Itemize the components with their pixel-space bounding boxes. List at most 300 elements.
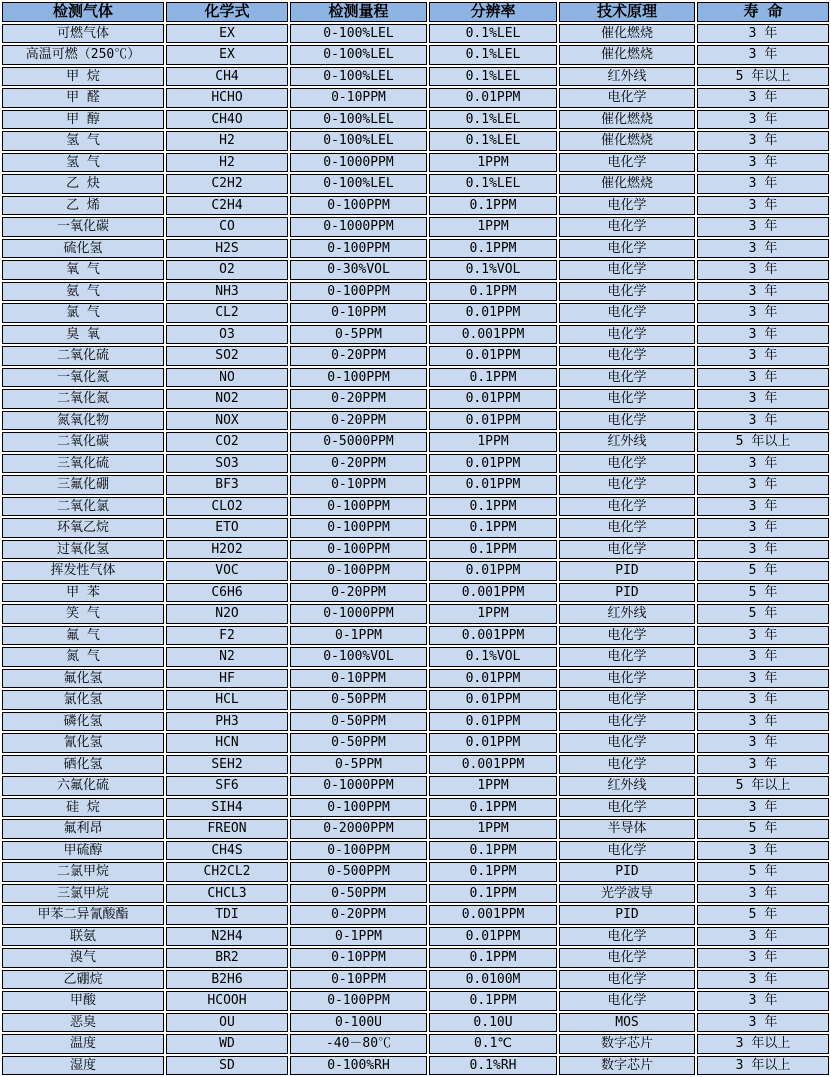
table-cell: 催化燃烧	[559, 110, 695, 130]
table-cell: 0.1PPM	[429, 798, 557, 818]
table-cell: 0-1000PPM	[290, 217, 427, 237]
table-cell: 电化学	[559, 733, 695, 753]
table-row	[2, 884, 829, 904]
table-row	[2, 153, 829, 173]
table-row	[2, 755, 829, 775]
table-cell: 乙 炔	[2, 174, 164, 194]
table-cell: 0.001PPM	[429, 905, 557, 925]
table-cell: 0.1PPM	[429, 518, 557, 538]
table-row	[2, 368, 829, 388]
table-cell: 0.1%LEL	[429, 131, 557, 151]
table-row	[2, 303, 829, 323]
table-cell: 0-500PPM	[290, 862, 427, 882]
table-cell: 0-50PPM	[290, 733, 427, 753]
table-cell: 0.01PPM	[429, 411, 557, 431]
table-row	[2, 776, 829, 796]
table-row	[2, 260, 829, 280]
table-row	[2, 540, 829, 560]
table-cell: 0-10PPM	[290, 475, 427, 495]
table-cell: 0-100U	[290, 1013, 427, 1033]
table-cell: 氢 气	[2, 131, 164, 151]
table-cell: NH3	[166, 282, 288, 302]
table-cell: CH2CL2	[166, 862, 288, 882]
table-cell: 0.1PPM	[429, 368, 557, 388]
table-row	[2, 712, 829, 732]
table-cell: 0-20PPM	[290, 411, 427, 431]
table-cell: 5 年以上	[697, 776, 829, 796]
table-cell: 催化燃烧	[559, 24, 695, 44]
table-row	[2, 88, 829, 108]
table-cell: 0.01PPM	[429, 454, 557, 474]
table-cell: SO2	[166, 346, 288, 366]
column-header-2: 化学式	[166, 2, 288, 22]
table-cell: 红外线	[559, 604, 695, 624]
table-cell: 3 年	[697, 518, 829, 538]
table-cell: 电化学	[559, 669, 695, 689]
table-cell: 1PPM	[429, 604, 557, 624]
table-cell: 0-50PPM	[290, 690, 427, 710]
table-cell: 电化学	[559, 755, 695, 775]
table-cell: 0.001PPM	[429, 325, 557, 345]
table-cell: 0.1%LEL	[429, 67, 557, 87]
table-cell: CH4S	[166, 841, 288, 861]
table-cell: 3 年	[697, 88, 829, 108]
table-cell: NO	[166, 368, 288, 388]
table-cell: 0.1%LEL	[429, 45, 557, 65]
table-row	[2, 518, 829, 538]
table-row	[2, 905, 829, 925]
table-cell: 0-100%LEL	[290, 67, 427, 87]
table-cell: 0-20PPM	[290, 454, 427, 474]
table-cell: 0-100PPM	[290, 991, 427, 1011]
table-cell: 3 年	[697, 303, 829, 323]
table-row	[2, 669, 829, 689]
table-row	[2, 239, 829, 259]
table-cell: 5 年	[697, 583, 829, 603]
table-cell: 0-100%LEL	[290, 24, 427, 44]
table-cell: 3 年	[697, 260, 829, 280]
table-cell: 1PPM	[429, 432, 557, 452]
table-row	[2, 196, 829, 216]
table-cell: CLO2	[166, 497, 288, 517]
table-cell: 0-100PPM	[290, 497, 427, 517]
table-cell: 半导体	[559, 819, 695, 839]
table-cell: CH4O	[166, 110, 288, 130]
column-header-5: 技术原理	[559, 2, 695, 22]
table-row	[2, 927, 829, 947]
table-cell: 5 年以上	[697, 67, 829, 87]
table-cell: 0.1PPM	[429, 862, 557, 882]
table-cell: 0.1%VOL	[429, 647, 557, 667]
table-cell: 高温可燃（250℃）	[2, 45, 164, 65]
table-cell: 0.1PPM	[429, 948, 557, 968]
table-cell: 0.01PPM	[429, 475, 557, 495]
table-cell: 电化学	[559, 991, 695, 1011]
table-cell: 电化学	[559, 389, 695, 409]
table-cell: 0-1000PPM	[290, 153, 427, 173]
table-cell: 3 年	[697, 217, 829, 237]
table-cell: 氟 气	[2, 626, 164, 646]
table-cell: HCL	[166, 690, 288, 710]
table-row	[2, 948, 829, 968]
table-row	[2, 325, 829, 345]
table-cell: 电化学	[559, 798, 695, 818]
table-cell: MOS	[559, 1013, 695, 1033]
table-cell: -40－80℃	[290, 1034, 427, 1054]
table-cell: 3 年	[697, 755, 829, 775]
table-cell: 3 年	[697, 24, 829, 44]
table-cell: 氯 气	[2, 303, 164, 323]
table-cell: 0-100PPM	[290, 196, 427, 216]
table-cell: 0.01PPM	[429, 712, 557, 732]
table-cell: 数字芯片	[559, 1034, 695, 1054]
table-cell: CHCL3	[166, 884, 288, 904]
table-cell: H2	[166, 153, 288, 173]
table-cell: 光学波导	[559, 884, 695, 904]
table-cell: 1PPM	[429, 819, 557, 839]
table-cell: 0.1PPM	[429, 497, 557, 517]
table-cell: 0-50PPM	[290, 712, 427, 732]
table-cell: 0-100PPM	[290, 518, 427, 538]
table-cell: PID	[559, 561, 695, 581]
table-cell: 挥发性气体	[2, 561, 164, 581]
table-row	[2, 561, 829, 581]
table-cell: 二氧化氮	[2, 389, 164, 409]
table-cell: 过氧化氢	[2, 540, 164, 560]
table-cell: 电化学	[559, 303, 695, 323]
table-cell: C2H4	[166, 196, 288, 216]
table-cell: 0-10PPM	[290, 970, 427, 990]
table-cell: F2	[166, 626, 288, 646]
table-cell: 电化学	[559, 325, 695, 345]
table-cell: 氯化氢	[2, 690, 164, 710]
table-row	[2, 475, 829, 495]
table-cell: NOX	[166, 411, 288, 431]
table-cell: 氧 气	[2, 260, 164, 280]
table-row	[2, 970, 829, 990]
table-cell: 5 年以上	[697, 432, 829, 452]
table-row	[2, 411, 829, 431]
table-row	[2, 647, 829, 667]
table-cell: 0.001PPM	[429, 626, 557, 646]
table-cell: 0-1PPM	[290, 927, 427, 947]
table-cell: 0-10PPM	[290, 88, 427, 108]
table-cell: 电化学	[559, 282, 695, 302]
table-cell: 甲 醛	[2, 88, 164, 108]
table-cell: 0-5000PPM	[290, 432, 427, 452]
table-cell: 硅 烷	[2, 798, 164, 818]
table-row	[2, 1056, 829, 1076]
table-cell: 电化学	[559, 518, 695, 538]
table-cell: HCOOH	[166, 991, 288, 1011]
table-cell: 电化学	[559, 475, 695, 495]
table-cell: SF6	[166, 776, 288, 796]
table-cell: 0.1%LEL	[429, 24, 557, 44]
table-cell: 3 年	[697, 282, 829, 302]
table-cell: 0-100PPM	[290, 282, 427, 302]
table-cell: 电化学	[559, 454, 695, 474]
table-row	[2, 389, 829, 409]
table-cell: 0.0100M	[429, 970, 557, 990]
table-cell: 0-100%VOL	[290, 647, 427, 667]
table-row	[2, 67, 829, 87]
table-cell: 乙硼烷	[2, 970, 164, 990]
table-cell: 甲苯二异氰酸酯	[2, 905, 164, 925]
table-cell: 5 年	[697, 819, 829, 839]
table-cell: 甲硫醇	[2, 841, 164, 861]
table-cell: 0-20PPM	[290, 346, 427, 366]
table-cell: 0.1%VOL	[429, 260, 557, 280]
table-cell: N2O	[166, 604, 288, 624]
table-cell: 0-100PPM	[290, 368, 427, 388]
table-cell: 3 年	[697, 497, 829, 517]
table-cell: 一氧化氮	[2, 368, 164, 388]
table-cell: 一氧化碳	[2, 217, 164, 237]
table-row	[2, 45, 829, 65]
table-cell: 电化学	[559, 497, 695, 517]
table-cell: 氟利昂	[2, 819, 164, 839]
table-cell: 二氧化硫	[2, 346, 164, 366]
table-cell: 0.1℃	[429, 1034, 557, 1054]
table-cell: 0-10PPM	[290, 303, 427, 323]
table-cell: 甲酸	[2, 991, 164, 1011]
table-cell: NO2	[166, 389, 288, 409]
table-cell: 0.1%LEL	[429, 110, 557, 130]
table-cell: 氢 气	[2, 153, 164, 173]
table-cell: N2	[166, 647, 288, 667]
table-cell: 催化燃烧	[559, 45, 695, 65]
table-cell: 0.10U	[429, 1013, 557, 1033]
table-cell: B2H6	[166, 970, 288, 990]
table-cell: 电化学	[559, 260, 695, 280]
table-cell: 0.1PPM	[429, 841, 557, 861]
table-row	[2, 604, 829, 624]
table-cell: 0-20PPM	[290, 583, 427, 603]
table-cell: 电化学	[559, 712, 695, 732]
table-cell: 0-100%LEL	[290, 45, 427, 65]
table-cell: 3 年	[697, 346, 829, 366]
table-cell: 催化燃烧	[559, 131, 695, 151]
table-cell: 0.01PPM	[429, 690, 557, 710]
table-cell: 红外线	[559, 67, 695, 87]
table-cell: HCN	[166, 733, 288, 753]
table-cell: 5 年	[697, 905, 829, 925]
table-row	[2, 733, 829, 753]
table-cell: 电化学	[559, 970, 695, 990]
table-cell: PID	[559, 905, 695, 925]
table-cell: 氮氧化物	[2, 411, 164, 431]
table-cell: 电化学	[559, 239, 695, 259]
table-cell: SIH4	[166, 798, 288, 818]
table-cell: 0-100PPM	[290, 239, 427, 259]
table-cell: 0.01PPM	[429, 669, 557, 689]
table-cell: 数字芯片	[559, 1056, 695, 1076]
table-cell: HCHO	[166, 88, 288, 108]
table-cell: 3 年	[697, 454, 829, 474]
table-cell: 0-100PPM	[290, 798, 427, 818]
table-cell: 0.1PPM	[429, 282, 557, 302]
table-cell: 0.01PPM	[429, 927, 557, 947]
table-cell: 联氨	[2, 927, 164, 947]
table-cell: 3 年	[697, 884, 829, 904]
table-cell: 1PPM	[429, 776, 557, 796]
table-cell: PID	[559, 862, 695, 882]
table-cell: 3 年	[697, 389, 829, 409]
table-row	[2, 497, 829, 517]
table-cell: 0.1PPM	[429, 884, 557, 904]
column-header-1: 检测气体	[2, 2, 164, 22]
table-cell: 电化学	[559, 153, 695, 173]
table-cell: 硒化氢	[2, 755, 164, 775]
table-cell: 0-100PPM	[290, 540, 427, 560]
table-cell: VOC	[166, 561, 288, 581]
table-cell: 甲 醇	[2, 110, 164, 130]
table-cell: 3 年	[697, 733, 829, 753]
table-cell: 0-1PPM	[290, 626, 427, 646]
table-row	[2, 1013, 829, 1033]
table-cell: 温度	[2, 1034, 164, 1054]
table-cell: 0-1000PPM	[290, 604, 427, 624]
table-cell: 电化学	[559, 540, 695, 560]
table-row	[2, 346, 829, 366]
table-cell: O3	[166, 325, 288, 345]
table-cell: 1PPM	[429, 153, 557, 173]
table-cell: 0.01PPM	[429, 389, 557, 409]
table-cell: 电化学	[559, 346, 695, 366]
table-cell: 5 年	[697, 862, 829, 882]
table-row	[2, 1034, 829, 1054]
table-cell: 六氟化硫	[2, 776, 164, 796]
table-cell: 三氧化硫	[2, 454, 164, 474]
table-cell: 3 年	[697, 239, 829, 259]
table-cell: 电化学	[559, 690, 695, 710]
table-cell: 0.1PPM	[429, 196, 557, 216]
table-row	[2, 454, 829, 474]
table-cell: 甲 烷	[2, 67, 164, 87]
table-cell: 0-5PPM	[290, 325, 427, 345]
table-cell: 二氯甲烷	[2, 862, 164, 882]
table-cell: 氰化氢	[2, 733, 164, 753]
table-row	[2, 217, 829, 237]
table-cell: 笑 气	[2, 604, 164, 624]
table-cell: 0-100%RH	[290, 1056, 427, 1076]
table-cell: 湿度	[2, 1056, 164, 1076]
table-cell: H2S	[166, 239, 288, 259]
table-row	[2, 626, 829, 646]
table-row	[2, 690, 829, 710]
table-cell: 3 年以上	[697, 1056, 829, 1076]
table-cell: SO3	[166, 454, 288, 474]
table-cell: FREON	[166, 819, 288, 839]
table-cell: 电化学	[559, 196, 695, 216]
table-cell: 3 年以上	[697, 1034, 829, 1054]
table-cell: 5 年	[697, 604, 829, 624]
table-cell: 0-100PPM	[290, 561, 427, 581]
table-cell: 3 年	[697, 411, 829, 431]
table-cell: EX	[166, 24, 288, 44]
table-cell: 恶臭	[2, 1013, 164, 1033]
table-cell: 3 年	[697, 970, 829, 990]
table-cell: 3 年	[697, 927, 829, 947]
table-cell: ETO	[166, 518, 288, 538]
table-cell: 0-100%LEL	[290, 110, 427, 130]
table-row	[2, 432, 829, 452]
column-header-6: 寿 命	[697, 2, 829, 22]
table-cell: 0-30%VOL	[290, 260, 427, 280]
table-cell: CO2	[166, 432, 288, 452]
table-cell: 三氟化硼	[2, 475, 164, 495]
table-row	[2, 110, 829, 130]
table-cell: 3 年	[697, 110, 829, 130]
table-row	[2, 798, 829, 818]
table-cell: BR2	[166, 948, 288, 968]
table-cell: 0.01PPM	[429, 88, 557, 108]
table-cell: 硫化氢	[2, 239, 164, 259]
table-cell: 0-1000PPM	[290, 776, 427, 796]
table-cell: BF3	[166, 475, 288, 495]
table-cell: 二氧化氯	[2, 497, 164, 517]
table-cell: SD	[166, 1056, 288, 1076]
table-cell: 3 年	[697, 174, 829, 194]
table-cell: 3 年	[697, 1013, 829, 1033]
table-cell: 0.1PPM	[429, 239, 557, 259]
table-cell: 磷化氢	[2, 712, 164, 732]
header-row	[2, 2, 829, 22]
table-cell: C2H2	[166, 174, 288, 194]
table-cell: CO	[166, 217, 288, 237]
table-cell: 3 年	[697, 948, 829, 968]
table-row	[2, 131, 829, 151]
table-cell: 3 年	[697, 475, 829, 495]
table-cell: TDI	[166, 905, 288, 925]
table-cell: 3 年	[697, 841, 829, 861]
table-cell: 3 年	[697, 626, 829, 646]
table-row	[2, 282, 829, 302]
table-cell: H2O2	[166, 540, 288, 560]
table-cell: 电化学	[559, 948, 695, 968]
table-row	[2, 841, 829, 861]
table-cell: 0-10PPM	[290, 948, 427, 968]
table-cell: 3 年	[697, 368, 829, 388]
table-row	[2, 991, 829, 1011]
table-cell: 0.001PPM	[429, 755, 557, 775]
table-cell: 3 年	[697, 131, 829, 151]
table-cell: 电化学	[559, 927, 695, 947]
table-row	[2, 862, 829, 882]
table-cell: 0.1%RH	[429, 1056, 557, 1076]
table-cell: 3 年	[697, 712, 829, 732]
table-cell: 0.01PPM	[429, 733, 557, 753]
table-cell: 3 年	[697, 153, 829, 173]
table-cell: 催化燃烧	[559, 174, 695, 194]
column-header-4: 分辨率	[429, 2, 557, 22]
table-cell: 0.1PPM	[429, 991, 557, 1011]
table-cell: EX	[166, 45, 288, 65]
table-cell: 0.01PPM	[429, 561, 557, 581]
table-cell: H2	[166, 131, 288, 151]
table-cell: 电化学	[559, 841, 695, 861]
table-cell: SEH2	[166, 755, 288, 775]
table-cell: 0-20PPM	[290, 389, 427, 409]
table-cell: 3 年	[697, 798, 829, 818]
table-cell: 0.001PPM	[429, 583, 557, 603]
table-cell: 0.1PPM	[429, 540, 557, 560]
table-cell: 电化学	[559, 626, 695, 646]
table-cell: 0-100%LEL	[290, 131, 427, 151]
table-cell: 二氧化碳	[2, 432, 164, 452]
table-cell: 臭 氧	[2, 325, 164, 345]
table-cell: 0-100%LEL	[290, 174, 427, 194]
